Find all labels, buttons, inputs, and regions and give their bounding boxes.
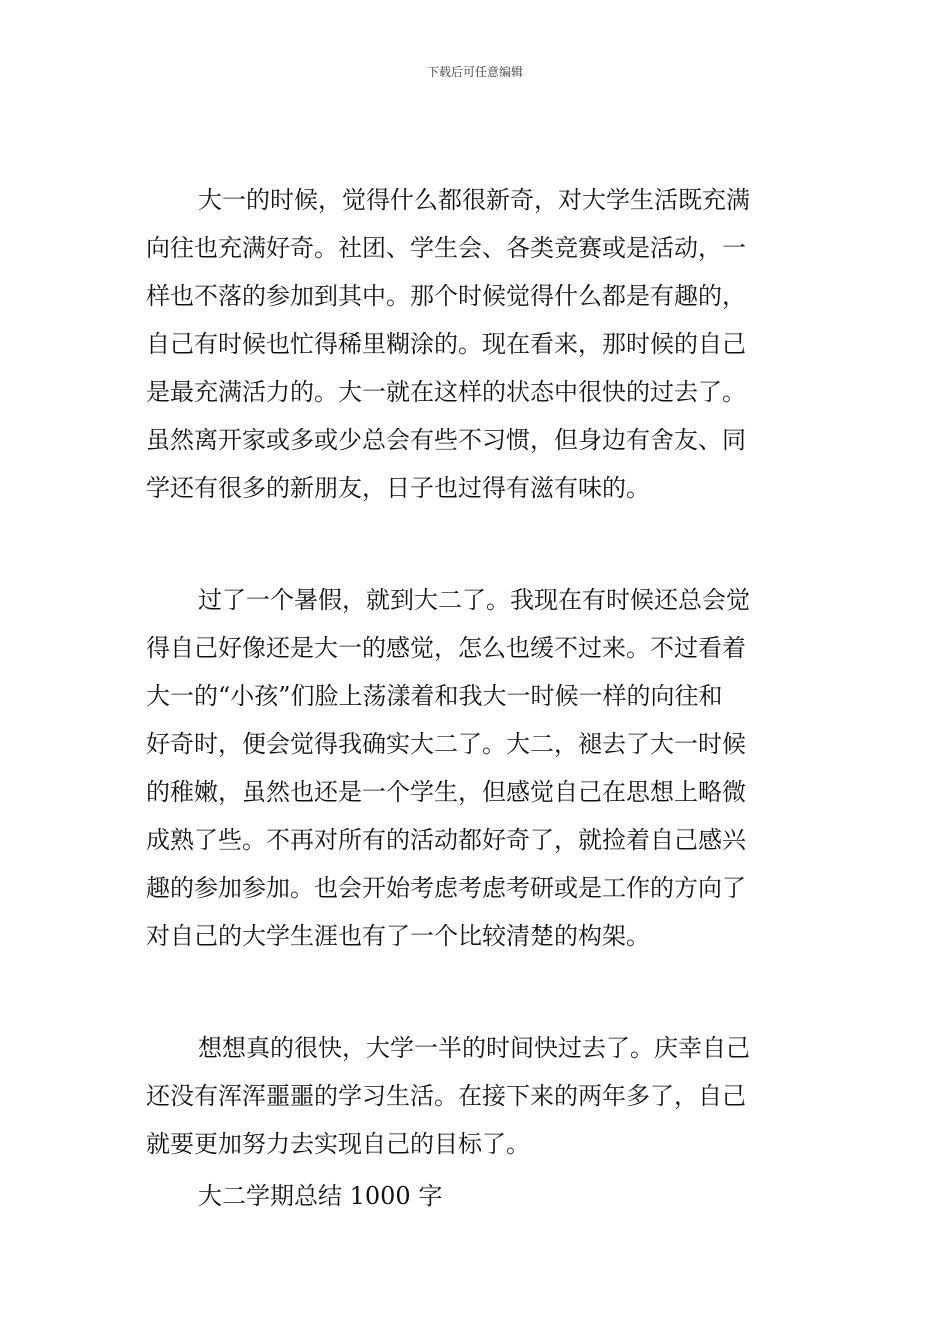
paragraph-line: 成熟了些。不再对所有的活动都好奇了，就捡着自己感兴 <box>146 826 746 854</box>
paragraph-line: 还没有浑浑噩噩的学习生活。在接下来的两年多了，自己 <box>146 1082 746 1110</box>
paragraph-2 <box>146 576 806 960</box>
paragraph-line: 大一的时候，觉得什么都很新奇，对大学生活既充满 <box>198 186 750 214</box>
paragraph-3 <box>146 1024 806 1168</box>
paragraph-line: 样也不落的参加到其中。那个时候觉得什么都是有趣的， <box>146 282 746 310</box>
paragraph-line: 对自己的大学生涯也有了一个比较清楚的构架。 <box>146 922 650 950</box>
document-title-line: 大二学期总结 1000 字 <box>198 1182 443 1210</box>
paragraph-line: 想想真的很快，大学一半的时间快过去了。庆幸自己 <box>198 1034 750 1062</box>
paragraph-line: 是最充满活力的。大一就在这样的状态中很快的过去了。 <box>146 378 746 406</box>
paragraph-line: 向往也充满好奇。社团、学生会、各类竞赛或是活动，一 <box>146 234 746 262</box>
paragraph-line: 虽然离开家或多或少总会有些不习惯，但身边有舍友、同 <box>146 426 746 454</box>
paragraph-4 <box>146 1172 806 1220</box>
paragraph-line: 自己有时候也忙得稀里糊涂的。现在看来，那时候的自己 <box>146 330 746 358</box>
paragraph-1 <box>146 176 806 512</box>
paragraph-line: 大一的“小孩”们脸上荡漾着和我大一时候一样的向往和 <box>146 682 723 710</box>
paragraph-line: 的稚嫩，虽然也还是一个学生，但感觉自己在思想上略微 <box>146 778 746 806</box>
paragraph-line: 得自己好像还是大一的感觉，怎么也缓不过来。不过看着 <box>146 634 746 662</box>
page-header: 下载后可任意编辑 <box>426 65 523 79</box>
paragraph-line: 就要更加努力去实现自己的目标了。 <box>146 1130 530 1158</box>
paragraph-line: 趣的参加参加。也会开始考虑考虑考研或是工作的方向了 <box>146 874 746 902</box>
paragraph-line: 好奇时，便会觉得我确实大二了。大二，褪去了大一时候 <box>146 730 746 758</box>
paragraph-line: 过了一个暑假，就到大二了。我现在有时候还总会觉 <box>198 586 750 614</box>
paragraph-line: 学还有很多的新朋友，日子也过得有滋有味的。 <box>146 474 650 502</box>
